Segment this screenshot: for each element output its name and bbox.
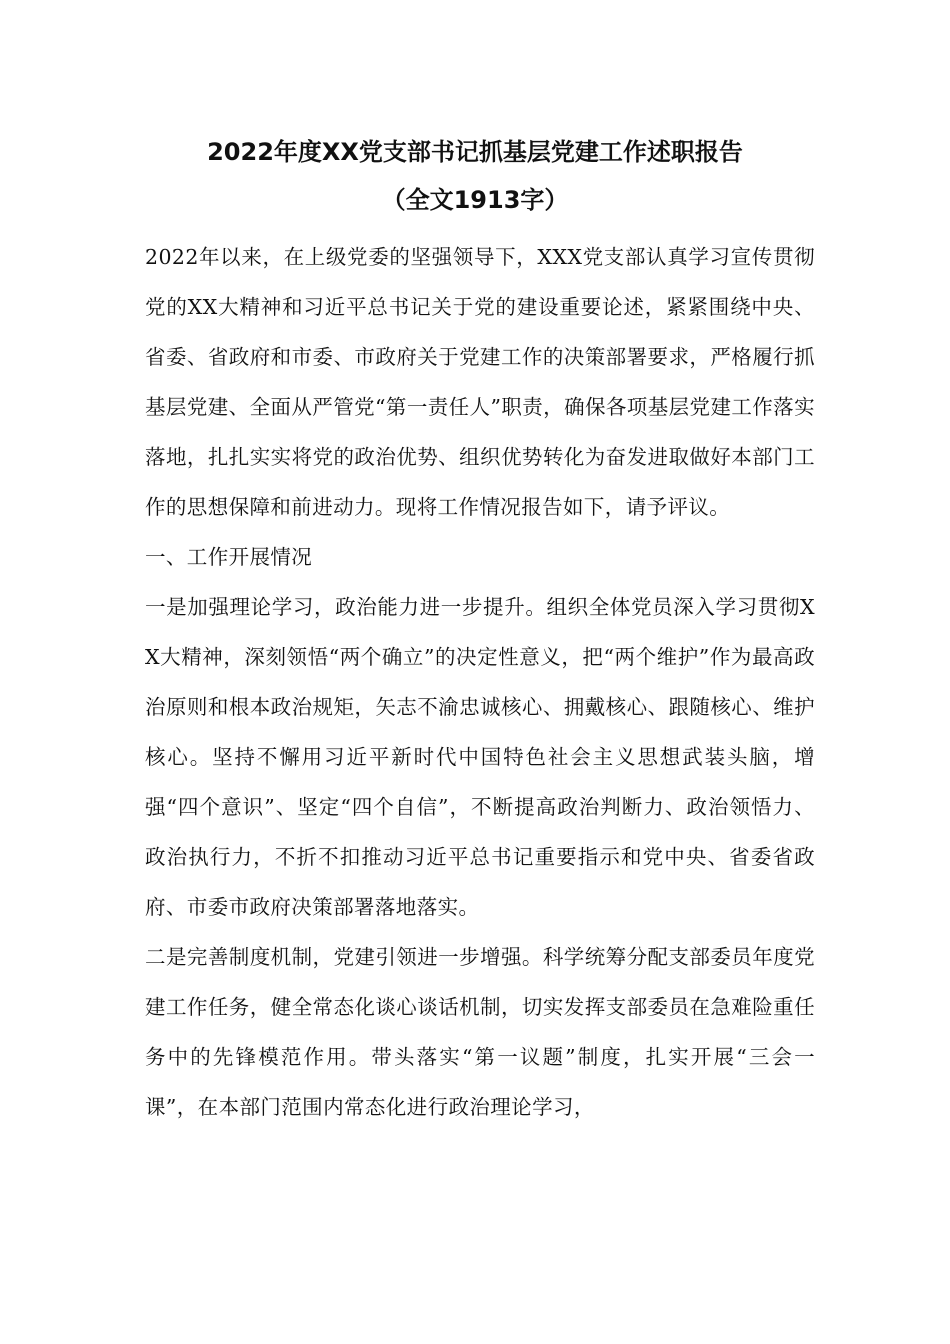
- intro-paragraph: 2022年以来，在上级党委的坚强领导下，XXX党支部认真学习宣传贯彻党的XX大精神和习近平总书记关于党的建设重要论述，紧紧围绕中央、省委、省政府和市委、市政府关于党建工作的决策部署要求，严格履行抓基层党建、全面从严管党“第一责任人”职责，确保各项基层党建工作落实落地，扎扎实实将党的政治优势、组织优势转化为奋发进取做好本部门工作的思想保障和前进动力。现将工作情况报告如下，请予评议。: [145, 245, 815, 519]
- document-subtitle: （全文1913字）: [381, 186, 569, 214]
- body-paragraph: 一是加强理论学习，政治能力进一步提升。组织全体党员深入学习贯彻XX大精神，深刻领悟“两个确立”的决定性意义，把“两个维护”作为最高政治原则和根本政治规矩，矢志不渝忠诚核心、拥戴核心、跟随核心、维护核心。坚持不懈用习近平新时代中国特色社会主义思想武装头脑，增强“四个意识”、坚定“四个自信”，不断提高政治判断力、政治领悟力、政治执行力，不折不扣推动习近平总书记重要指示和党中央、省委省政府、市委市政府决策部署落地落实。: [145, 595, 815, 919]
- body-paragraph: 二是完善制度机制，党建引领进一步增强。科学统筹分配支部委员年度党建工作任务，健全常态化谈心谈话机制，切实发挥支部委员在急难险重任务中的先锋模范作用。带头落实“第一议题”制度，扎实开展“三会一课”，在本部门范围内常态化进行政治理论学习，: [145, 945, 815, 1119]
- section-heading: 一、工作开展情况: [145, 545, 313, 569]
- document-body: [145, 232, 815, 1132]
- document-title: 2022年度XX党支部书记抓基层党建工作述职报告: [207, 138, 743, 166]
